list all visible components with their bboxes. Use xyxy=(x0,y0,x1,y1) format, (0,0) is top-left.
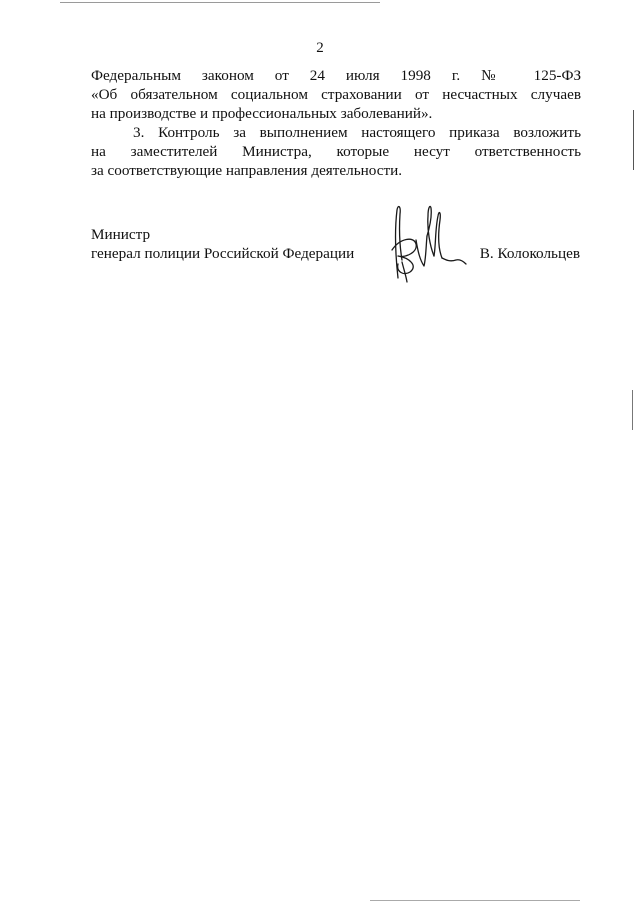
signatory-rank: генерал полиции Российской Федерации xyxy=(91,245,355,262)
signatory-name: В. Колокольцев xyxy=(479,245,580,262)
scan-edge-right xyxy=(633,110,634,170)
scan-edge-top xyxy=(60,2,380,3)
paragraph1-line1: Федеральным законом от 24 июля 1998 г. № 125-ФЗ xyxy=(91,67,582,84)
paragraph2-line3: за соответствующие направления деятельности. xyxy=(91,162,403,179)
paragraph-law-reference xyxy=(91,66,581,123)
paragraph2-line2: на заместителей Министра, которые несут ответственность xyxy=(91,143,581,160)
signatory-position: Министр xyxy=(91,226,151,243)
paragraph1-line3: на производстве и профессиональных заболеваний». xyxy=(91,105,433,122)
handwritten-signature xyxy=(380,200,470,285)
signatory-title xyxy=(91,225,354,263)
paragraph2-line1: 3. Контроль за выполнением настоящего приказа возложить xyxy=(133,124,581,141)
scan-edge-bottom xyxy=(370,900,580,901)
paragraph-control-clause xyxy=(91,123,581,180)
paragraph1-line2: «Об обязательном социальном страховании от несчастных случаев xyxy=(91,86,581,103)
page-number: 2 xyxy=(316,40,324,56)
scan-edge-right-lower xyxy=(632,390,633,430)
